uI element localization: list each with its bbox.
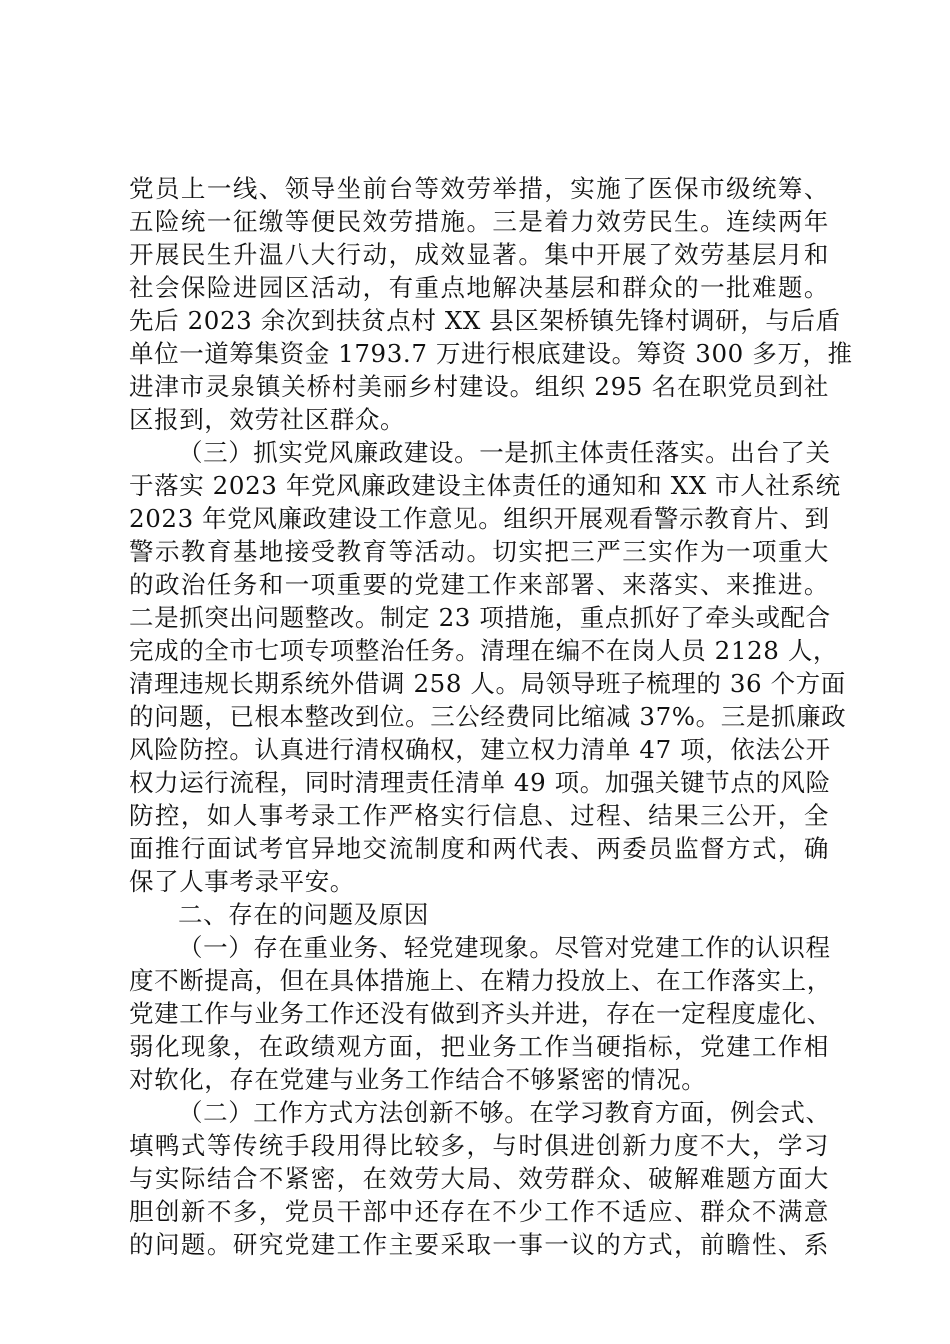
section-heading: 二、存在的问题及原因 <box>178 900 429 929</box>
text-line: 完成的全市七项专项整治任务。清理在编不在岗人员 2128 人， <box>129 636 839 665</box>
text-line: 权力运行流程，同时清理责任清单 49 项。加强关键节点的风险 <box>129 768 831 797</box>
text-line: 社会保险进园区活动，有重点地解决基层和群众的一批难题。 <box>129 273 829 302</box>
text-line: 度不断提高，但在具体措施上、在精力投放上、在工作落实上， <box>129 966 832 995</box>
paragraph-start-line: （一）存在重业务、轻党建现象。尽管对党建工作的认识程 <box>178 933 831 962</box>
text-line: 五险统一征缴等便民效劳措施。三是着力效劳民生。连续两年 <box>129 207 829 236</box>
text-line: 弱化现象，在政绩观方面，把业务工作当硬指标，党建工作相 <box>129 1032 829 1061</box>
text-line: 区报到，效劳社区群众。 <box>129 405 406 434</box>
document-body <box>129 172 853 1261</box>
text-line: 党员上一线、领导坐前台等效劳举措，实施了医保市级统筹、 <box>129 174 829 203</box>
text-line: 与实际结合不紧密，在效劳大局、效劳群众、破解难题方面大 <box>129 1164 829 1193</box>
text-line: 开展民生升温八大行动，成效显著。集中开展了效劳基层月和 <box>129 240 829 269</box>
text-line: 防控，如人事考录工作严格实行信息、过程、结果三公开，全 <box>129 801 829 830</box>
text-line: 对软化，存在党建与业务工作结合不够紧密的情况。 <box>129 1065 707 1094</box>
text-line: 于落实 2023 年党风廉政建设主体责任的通知和 XX 市人社系统 <box>129 471 841 500</box>
text-line: 进津市灵泉镇关桥村美丽乡村建设。组织 295 名在职党员到社 <box>129 372 829 401</box>
text-line: 保了人事考录平安。 <box>129 867 355 896</box>
text-line: 二是抓突出问题整改。制定 23 项措施，重点抓好了牵头或配合 <box>129 603 831 632</box>
text-line: 的问题，已根本整改到位。三公经费同比缩减 37%。三是抓廉政 <box>129 702 847 731</box>
text-line: 先后 2023 余次到扶贫点村 XX 县区架桥镇先锋村调研，与后盾 <box>129 306 841 335</box>
text-line: 党建工作与业务工作还没有做到齐头并进，存在一定程度虚化、 <box>129 999 832 1028</box>
text-line: 单位一道筹集资金 1793.7 万进行根底建设。筹资 300 多万，推 <box>129 339 853 368</box>
text-line: 警示教育基地接受教育等活动。切实把三严三实作为一项重大 <box>129 537 829 566</box>
paragraph-start-line: （三）抓实党风廉政建设。一是抓主体责任落实。出台了关 <box>178 438 831 467</box>
text-line: 清理违规长期系统外借调 258 人。局领导班子梳理的 36 个方面 <box>129 669 846 698</box>
paragraph-start-line: （二）工作方式方法创新不够。在学习教育方面，例会式、 <box>178 1098 831 1127</box>
text-line: 面推行面试考官异地交流制度和两代表、两委员监督方式，确 <box>129 834 829 863</box>
text-line: 填鸭式等传统手段用得比较多，与时俱进创新力度不大，学习 <box>129 1131 829 1160</box>
text-line: 2023 年党风廉政建设工作意见。组织开展观看警示教育片、到 <box>129 504 830 533</box>
text-line: 的政治任务和一项重要的党建工作来部署、来落实、来推进。 <box>129 570 829 599</box>
text-line: 胆创新不多，党员干部中还存在不少工作不适应、群众不满意 <box>129 1197 829 1226</box>
text-line: 风险防控。认真进行清权确权，建立权力清单 47 项，依法公开 <box>129 735 831 764</box>
text-line: 的问题。研究党建工作主要采取一事一议的方式，前瞻性、系 <box>129 1230 829 1259</box>
